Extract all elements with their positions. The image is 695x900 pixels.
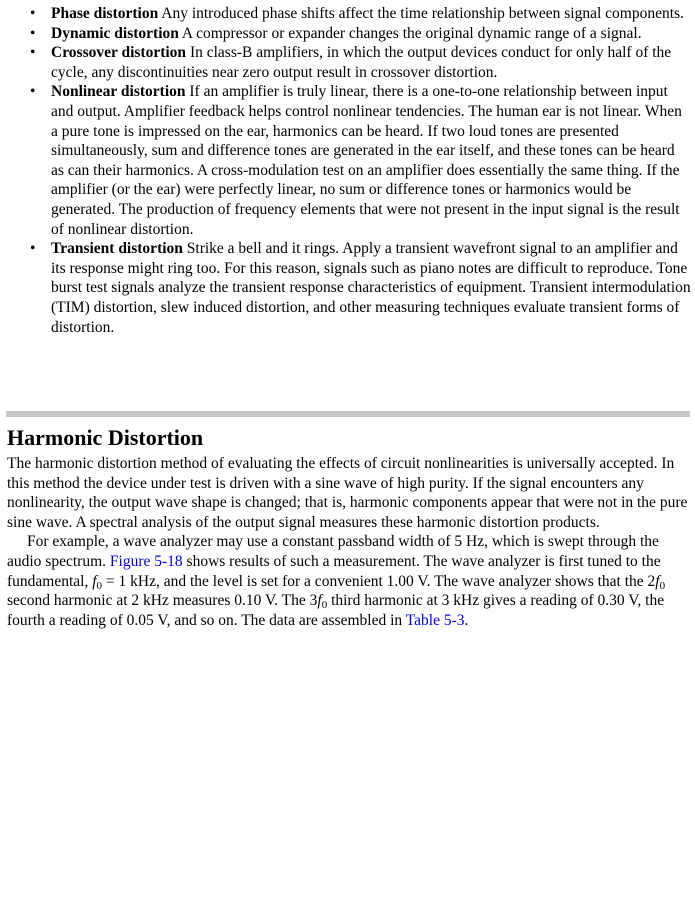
paragraph-2-text: . [464, 611, 469, 629]
term-transient-distortion: Transient distortion [51, 240, 183, 258]
paragraph-2-text: shows results of such a measurement. The wave analyzer is first tuned to the fundamental, [7, 552, 661, 590]
paragraph-2-text: third harmonic at 3 kHz gives a reading of 0.30 V, the fourth a reading of 0.05 V, and so on. The data are assembled in [7, 592, 665, 629]
paragraph-1: The harmonic distortion method of evaluating the effects of circuit nonlinearities is universally accepted. In this method the device under test is driven with a sine wave of high purity. If the signal encounters any nonlinearity, the output wave shape is changed; that is, harmonic components appear that were not in the pure sine wave. A spectral analysis of the output signal measures these harmonic distortion products. [7, 455, 688, 531]
list-item [0, 82, 695, 239]
f-variable: f [317, 592, 322, 610]
f-subscript: 0 [96, 579, 103, 592]
term-dynamic-distortion: Dynamic distortion [51, 24, 179, 42]
list-item [0, 43, 695, 82]
list-item [0, 24, 695, 44]
table-5-3-link[interactable]: Table 5-3 [405, 611, 465, 629]
bullet-icon: • [30, 83, 36, 101]
paragraph-2-text: second harmonic at 2 kHz measures 0.10 V. The 3 [7, 592, 318, 610]
definition-text: Strike a bell and it rings. Apply a transient wavefront signal to an amplifier and its response might ring too. For this reason, signals such as piano notes are difficult to reproduce. Tone burst test signals analyze the transient response characteristics of equipment. Transient intermodulation (TIM) distortion, slew induced distortion, and other measuring techniques evaluate transient forms of distortion. [51, 240, 691, 336]
section-body [7, 454, 691, 630]
term-crossover-distortion: Crossover distortion [51, 44, 187, 62]
paragraph-2-text: For example, a wave analyzer may use a constant passband width of 5 Hz, which is swept through the audio spectrum. [7, 533, 659, 570]
f-subscript: 0 [659, 579, 666, 592]
bullet-icon: • [30, 24, 36, 42]
list-item [0, 4, 695, 24]
definition-text: If an amplifier is truly linear, there is a one-to-one relationship between input and output. Amplifier feedback helps control nonlinear tendencies. The human ear is not linear. When a pure tone is impressed on the ear, harmonics can be heard. If two loud tones are presented simultaneously, sum and difference tones are generated in the ear itself, and these tones can be heard as can their harmonics. A cross-modulation test on an amplifier does essentially the same thing. If the amplifier (or the ear) were perfectly linear, no sum or difference tones or harmonics would be generated. The production of frequency elements that were not present in the input signal is the result of nonlinear distortion. [51, 83, 682, 238]
bullet-icon: • [30, 240, 36, 258]
definition-text: In class-B amplifiers, in which the output devices conduct for only half of the cycle, any discontinuities near zero output result in crossover distortion. [51, 44, 672, 81]
list-item [0, 239, 695, 337]
section-divider [6, 411, 690, 417]
f-variable: f [655, 572, 660, 590]
definition-text: A compressor or expander changes the original dynamic range of a signal. [181, 24, 642, 42]
bullet-icon: • [30, 44, 36, 62]
bullet-icon: • [30, 5, 36, 22]
paragraph-2 [7, 532, 691, 630]
distortion-types-list [0, 4, 695, 337]
section-heading: Harmonic Distortion [7, 425, 204, 450]
paragraph-2-text: = 1 kHz, and the level is set for a convenient 1.00 V. The wave analyzer shows that the 2 [102, 572, 656, 590]
term-nonlinear-distortion: Nonlinear distortion [51, 83, 186, 101]
term-phase-distortion: Phase distortion [51, 5, 159, 22]
definition-text: Any introduced phase shifts affect the time relationship between signal components. [161, 5, 684, 22]
figure-5-18-link[interactable]: Figure 5-18 [109, 552, 183, 570]
f-subscript: 0 [321, 599, 328, 612]
f-variable: f [92, 572, 97, 590]
